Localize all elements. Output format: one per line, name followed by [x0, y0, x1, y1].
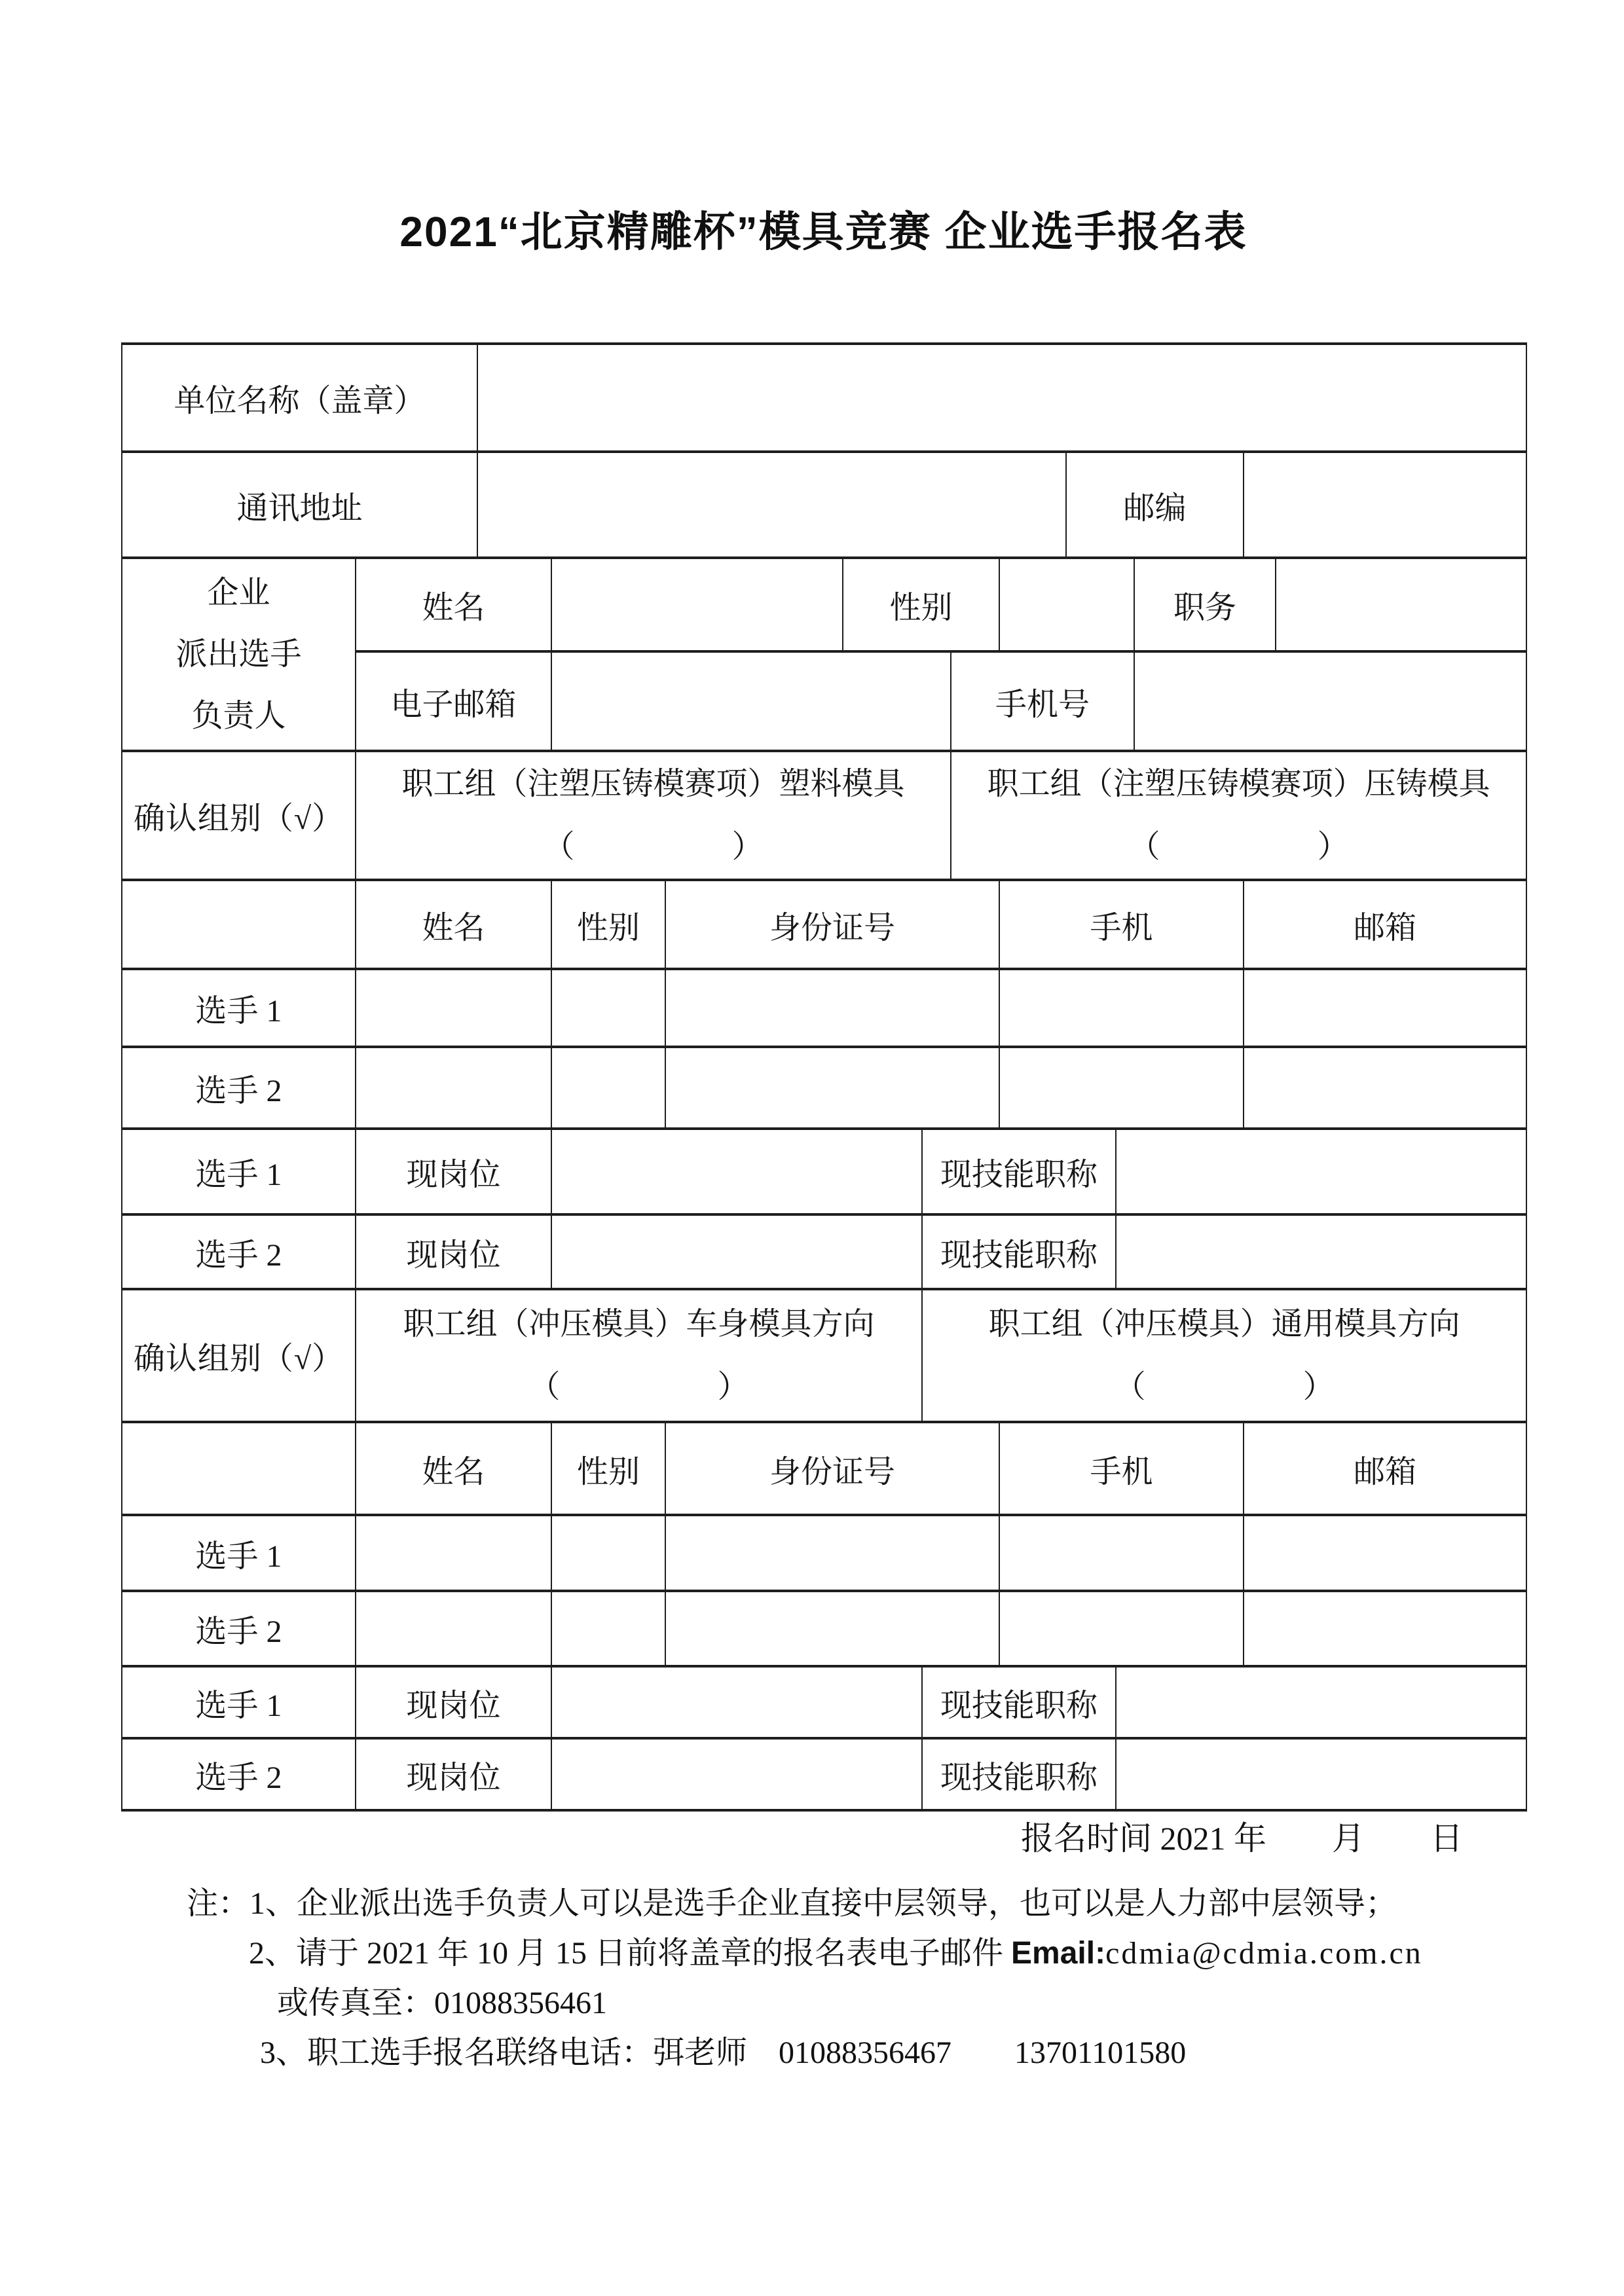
- leader-email-label: 电子邮箱: [356, 651, 551, 751]
- address-label: 通讯地址: [122, 452, 477, 558]
- player1-email-cell: [1244, 969, 1526, 1047]
- player1-id-cell: [665, 969, 999, 1047]
- row-player2-post-block1: [122, 1214, 1526, 1289]
- group-confirm-label-1: 确认组别（√）: [122, 751, 356, 880]
- row-player-headers-1: [122, 880, 1526, 969]
- unit-name-label: 单位名称（盖章）: [122, 344, 477, 452]
- player2-gender-cell-2: [551, 1591, 665, 1666]
- player1-mobile-cell-2: [999, 1515, 1244, 1591]
- header1-mobile: 手机: [999, 880, 1244, 969]
- leader-position-label: 职务: [1134, 558, 1276, 651]
- current-post-label: 现岗位: [356, 1129, 551, 1214]
- current-skill-label: 现技能职称: [922, 1738, 1116, 1810]
- header1-gender: 性别: [551, 880, 665, 969]
- leader-mobile-value-cell: [1134, 651, 1526, 751]
- player2-label: 选手 2: [122, 1738, 356, 1810]
- player1-name-cell-2: [356, 1515, 551, 1591]
- leader-name-value-cell: [551, 558, 843, 651]
- note-line-3: [277, 1978, 1536, 2028]
- row-player2-block1: [122, 1047, 1526, 1129]
- signup-time-line: 报名时间 2021 年 月 日: [1021, 1820, 1463, 1857]
- registration-form-table: [121, 342, 1527, 1812]
- player1-label: 选手 1: [122, 969, 356, 1047]
- player1-name-cell: [356, 969, 551, 1047]
- group2-option-a-cell: [356, 1289, 922, 1422]
- row-player-headers-2: [122, 1422, 1526, 1515]
- unit-name-value-cell: [477, 344, 1526, 452]
- header2-name: 姓名: [356, 1422, 551, 1515]
- group1-option-b-text: 职工组（注塑压铸模赛项）压铸模具: [987, 766, 1490, 801]
- note4-text: 3、职工选手报名联络电话：弭老师 01088356467 13701101580: [260, 2035, 1187, 2070]
- header2-mobile: 手机: [999, 1422, 1244, 1515]
- group1-option-b-checkbox: （ ）: [1128, 829, 1349, 864]
- player2-post-cell: [551, 1214, 922, 1289]
- group2-option-a-text: 职工组（冲压模具）车身模具方向: [403, 1306, 875, 1341]
- player1-post-cell-2: [551, 1666, 922, 1738]
- row-address: [122, 452, 1526, 558]
- note3-text: 或传真至：01088356461: [277, 1986, 608, 2020]
- player2-name-cell: [356, 1047, 551, 1129]
- row-player2-post-block2: [122, 1738, 1526, 1810]
- player1-post-cell: [551, 1129, 922, 1214]
- player2-id-cell: [665, 1047, 999, 1129]
- header2-id-number: 身份证号: [665, 1422, 999, 1515]
- player2-skill-cell: [1116, 1214, 1526, 1289]
- player1-label: 选手 1: [122, 1666, 356, 1738]
- note-line-1: [187, 1879, 1536, 1929]
- postcode-label: 邮编: [1066, 452, 1244, 558]
- note2-email-label: Email:: [1011, 1936, 1106, 1971]
- player1-id-cell-2: [665, 1515, 999, 1591]
- leader-position-value-cell: [1276, 558, 1526, 651]
- group1-option-b-cell: [951, 751, 1526, 880]
- player2-mobile-cell-2: [999, 1591, 1244, 1666]
- note2-text: 2、请于 2021 年 10 月 15 日前将盖章的报名表电子邮件: [249, 1936, 1012, 1971]
- player-headers2-empty-cell: [122, 1422, 356, 1515]
- row-player1-block2: [122, 1515, 1526, 1591]
- player2-label: 选手 2: [122, 1047, 356, 1129]
- player1-label: 选手 1: [122, 1515, 356, 1591]
- page-title: 2021“北京精雕杯”模具竞赛 企业选手报名表: [399, 208, 1247, 255]
- group2-option-b-text: 职工组（冲压模具）通用模具方向: [988, 1306, 1460, 1341]
- note2-email-address: cdmia@cdmia.com.cn: [1105, 1936, 1423, 1971]
- current-skill-label: 现技能职称: [922, 1129, 1116, 1214]
- player2-gender-cell: [551, 1047, 665, 1129]
- player2-email-cell: [1244, 1047, 1526, 1129]
- player1-skill-cell: [1116, 1129, 1526, 1214]
- header1-email: 邮箱: [1244, 880, 1526, 969]
- notes-prefix: 注：: [187, 1886, 250, 1921]
- group2-option-b-checkbox: （ ）: [1114, 1369, 1335, 1404]
- header1-id-number: 身份证号: [665, 880, 999, 969]
- group2-option-a-checkbox: （ ）: [528, 1369, 749, 1404]
- player2-email-cell-2: [1244, 1591, 1526, 1666]
- leader-mobile-label: 手机号: [951, 651, 1134, 751]
- leader-gender-label: 性别: [843, 558, 999, 651]
- leader-gender-value-cell: [999, 558, 1134, 651]
- row-leader-1: [122, 558, 1526, 651]
- leader-email-value-cell: [551, 651, 951, 751]
- group1-option-a-text: 职工组（注塑压铸模赛项）塑料模具: [401, 766, 905, 801]
- row-player1-post-block1: [122, 1129, 1526, 1214]
- leader-name-label: 姓名: [356, 558, 551, 651]
- notes-block: [187, 1879, 1536, 2078]
- row-group-confirm-2: [122, 1289, 1526, 1422]
- player1-gender-cell-2: [551, 1515, 665, 1591]
- leader-label-line3: 负责人: [191, 698, 286, 733]
- address-value-cell: [477, 452, 1066, 558]
- group2-option-b-cell: [922, 1289, 1526, 1422]
- group1-option-a-checkbox: （ ）: [543, 829, 764, 864]
- group-confirm-label-2: 确认组别（√）: [122, 1289, 356, 1422]
- note-line-2: [249, 1929, 1536, 1978]
- header2-gender: 性别: [551, 1422, 665, 1515]
- row-player1-post-block2: [122, 1666, 1526, 1738]
- current-skill-label: 现技能职称: [922, 1214, 1116, 1289]
- row-group-confirm-1: [122, 751, 1526, 880]
- leader-section-label: [122, 558, 356, 751]
- player1-label: 选手 1: [122, 1129, 356, 1214]
- player2-mobile-cell: [999, 1047, 1244, 1129]
- current-post-label: 现岗位: [356, 1666, 551, 1738]
- note-line-4: [260, 2028, 1536, 2078]
- current-skill-label: 现技能职称: [922, 1666, 1116, 1738]
- current-post-label: 现岗位: [356, 1738, 551, 1810]
- header1-name: 姓名: [356, 880, 551, 969]
- group1-option-a-cell: [356, 751, 951, 880]
- player1-gender-cell: [551, 969, 665, 1047]
- row-player2-block2: [122, 1591, 1526, 1666]
- note1-text: 1、企业派出选手负责人可以是选手企业直接中层领导，也可以是人力部中层领导；: [249, 1886, 1397, 1921]
- player2-id-cell-2: [665, 1591, 999, 1666]
- player2-skill-cell-2: [1116, 1738, 1526, 1810]
- leader-label-line2: 派出选手: [175, 636, 302, 672]
- row-player1-block1: [122, 969, 1526, 1047]
- player2-name-cell-2: [356, 1591, 551, 1666]
- postcode-value-cell: [1244, 452, 1526, 558]
- leader-label-line1: 企业: [207, 575, 270, 610]
- player2-label: 选手 2: [122, 1214, 356, 1289]
- player1-mobile-cell: [999, 969, 1244, 1047]
- player1-email-cell-2: [1244, 1515, 1526, 1591]
- player1-skill-cell-2: [1116, 1666, 1526, 1738]
- player2-post-cell-2: [551, 1738, 922, 1810]
- player-headers1-empty-cell: [122, 880, 356, 969]
- header2-email: 邮箱: [1244, 1422, 1526, 1515]
- row-unit-name: [122, 344, 1526, 452]
- player2-label: 选手 2: [122, 1591, 356, 1666]
- current-post-label: 现岗位: [356, 1214, 551, 1289]
